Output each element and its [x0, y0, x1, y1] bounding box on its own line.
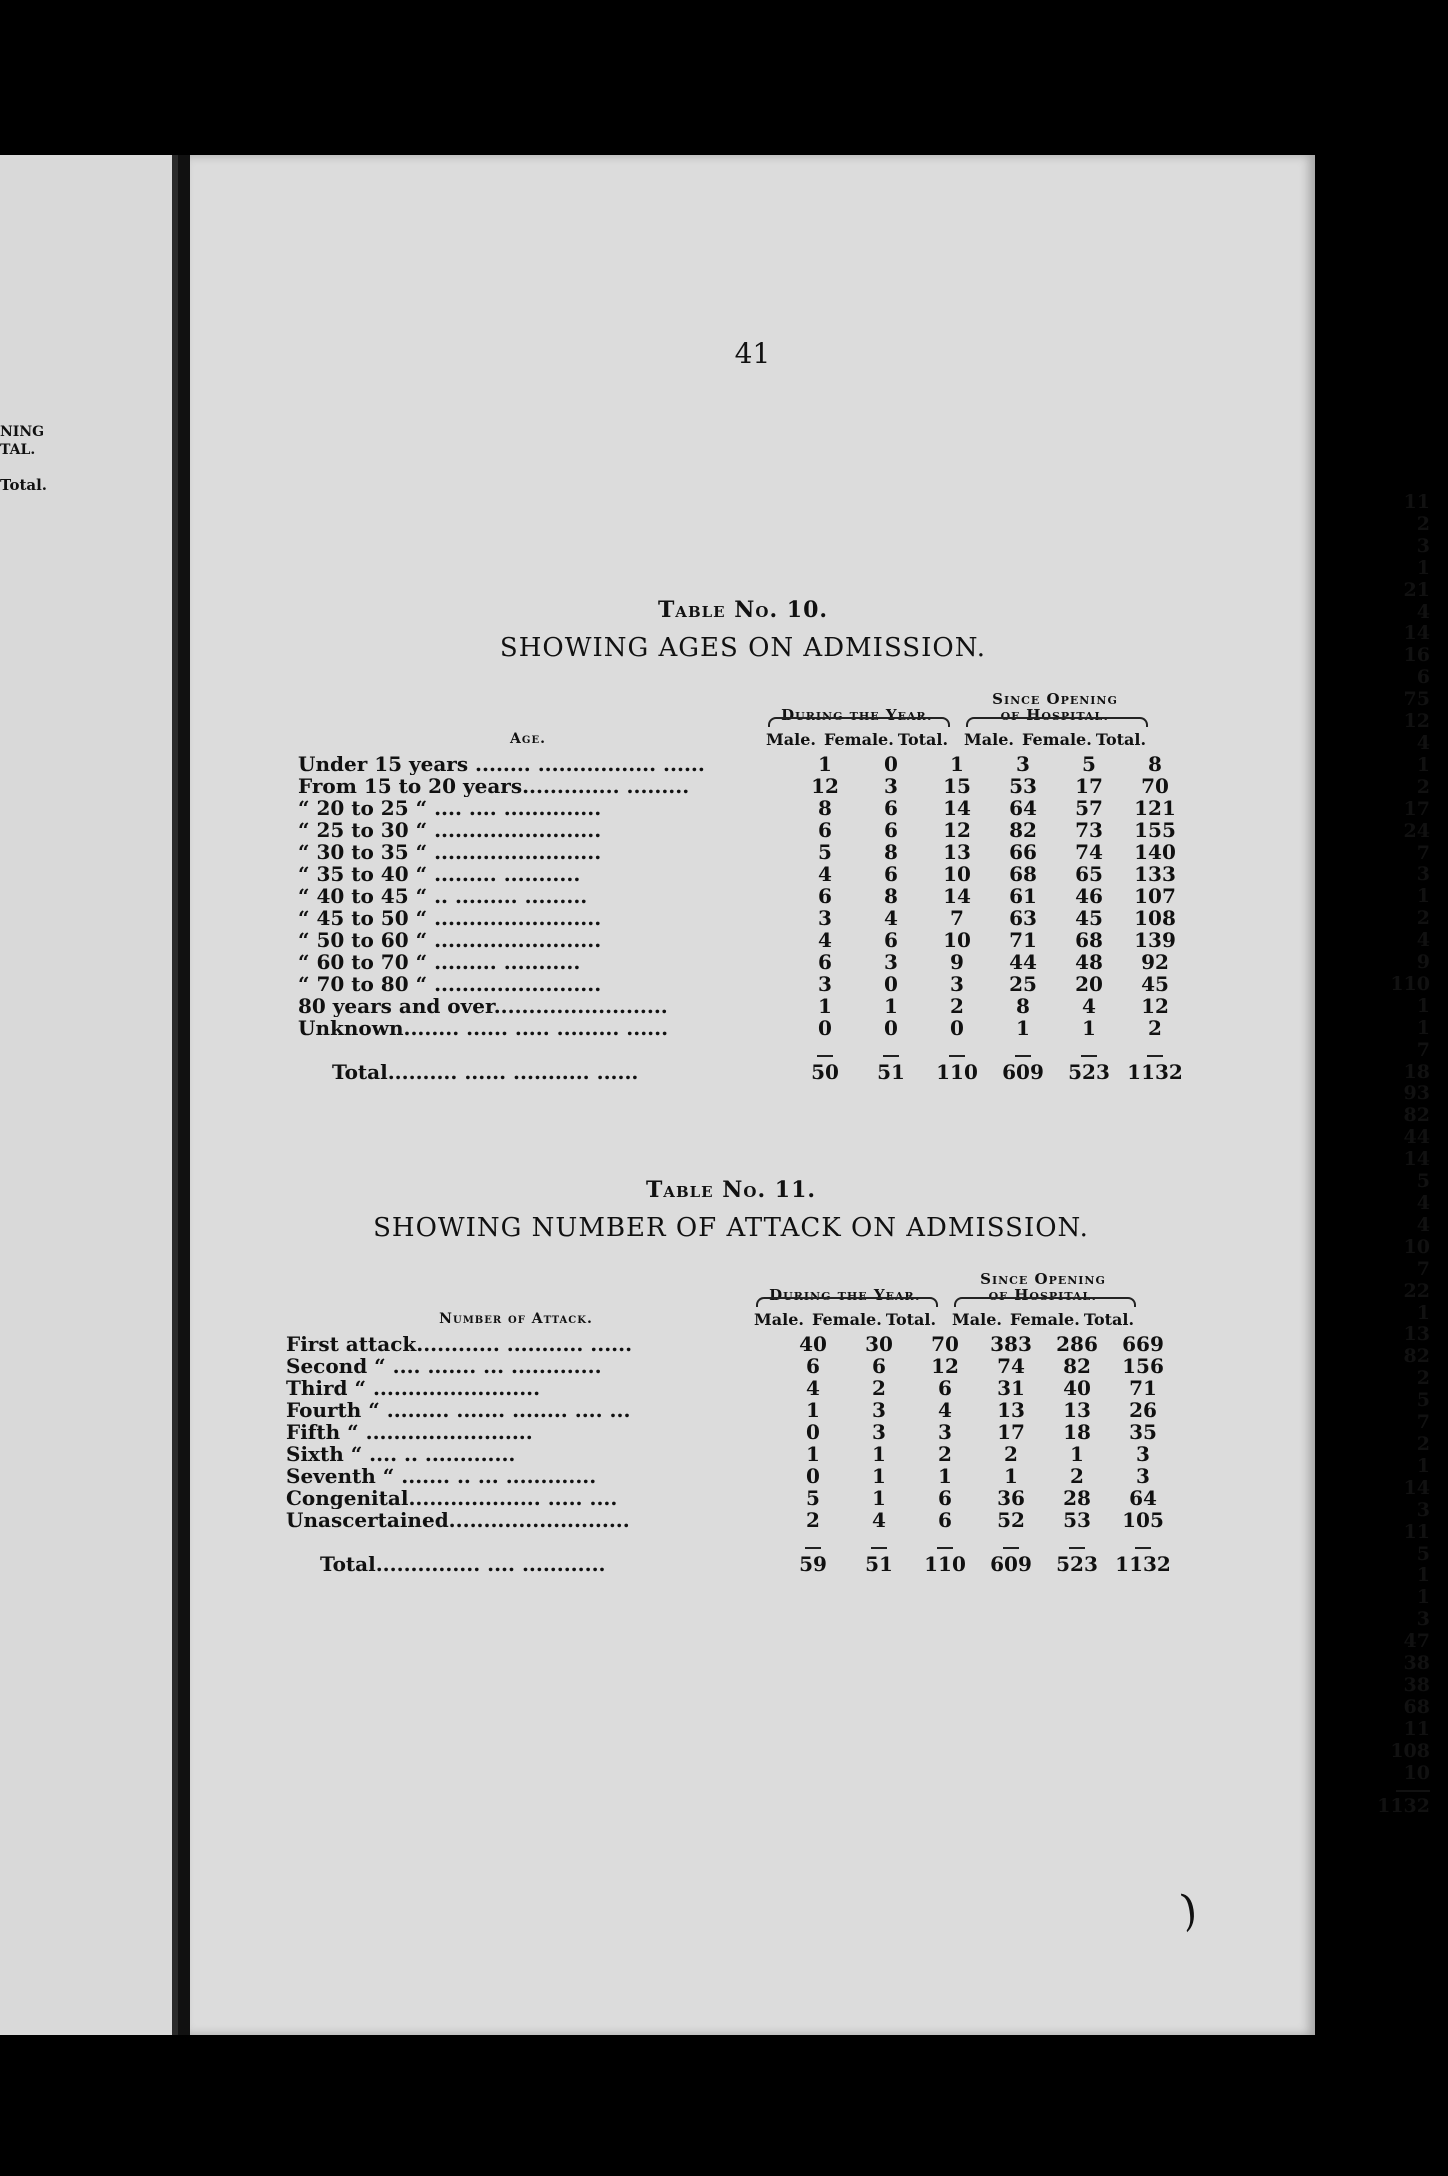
column-header: Total.	[885, 1310, 937, 1329]
left-page-heading	[0, 423, 44, 459]
left-page-value: 2	[1416, 512, 1430, 535]
table-cell: 14	[943, 796, 971, 820]
table-10-body	[298, 753, 1188, 1083]
table-cell: 26	[1129, 1398, 1157, 1422]
left-page-value: 4	[1416, 1213, 1430, 1236]
left-page-value: 5	[1416, 1170, 1430, 1193]
left-page-value: 1	[1416, 1454, 1430, 1477]
column-header: Total.	[1083, 1310, 1135, 1329]
table-cell: 5	[1082, 752, 1096, 776]
row-label: “ 70 to 80 “ ........................	[298, 973, 602, 995]
left-page-value: 82	[1403, 1345, 1430, 1368]
left-page-value: 93	[1403, 1082, 1430, 1105]
left-page-value: 2	[1416, 1367, 1430, 1390]
table-cell: 30	[865, 1332, 893, 1356]
left-page-value: 1	[1416, 753, 1430, 776]
table-row	[298, 819, 1188, 841]
table-10-first-column-header: Age.	[510, 731, 546, 747]
column-header: Male.	[952, 1310, 1002, 1329]
left-page-value: 38	[1403, 1673, 1430, 1696]
table-cell: 52	[997, 1508, 1025, 1532]
table-cell: 6	[938, 1486, 952, 1510]
left-page-value: 24	[1403, 819, 1430, 842]
left-page-value: 12	[1403, 710, 1430, 733]
table-cell: 12	[943, 818, 971, 842]
column-header: Female.	[824, 730, 894, 749]
total-rule-row	[298, 1039, 1188, 1061]
table-cell: 70	[1141, 774, 1169, 798]
table-cell: 1	[1070, 1442, 1084, 1466]
table-cell: 0	[806, 1464, 820, 1488]
table-10-label: Table No. 10.	[657, 597, 829, 623]
row-label: Fifth “ ........................	[286, 1421, 533, 1443]
left-page-value: 1	[1416, 994, 1430, 1017]
table-row	[298, 863, 1188, 885]
column-header: Female.	[812, 1310, 882, 1329]
table-row	[286, 1421, 1176, 1443]
table-row	[286, 1509, 1176, 1531]
left-page-value: 82	[1403, 1104, 1430, 1127]
table-11-title: SHOWING NUMBER OF ATTACK ON ADMISSION.	[373, 1213, 1089, 1243]
left-page-value: 3	[1416, 863, 1430, 886]
table-cell: 4	[1082, 994, 1096, 1018]
table-cell: 64	[1129, 1486, 1157, 1510]
table-cell: 8	[884, 840, 898, 864]
left-page-value: 7	[1416, 1257, 1430, 1280]
group-line: of Hospital.	[1000, 706, 1110, 724]
left-page-value: 11	[1403, 1520, 1430, 1543]
total-cell: 51	[865, 1552, 893, 1576]
table-cell: 8	[818, 796, 832, 820]
row-label: Fourth “ ......... ....... ........ .... ...	[286, 1399, 631, 1421]
table-cell: 3	[818, 906, 832, 930]
table-cell: 74	[1075, 840, 1103, 864]
table-10-brace	[966, 717, 1148, 727]
table-cell: 105	[1122, 1508, 1164, 1532]
table-cell: 121	[1134, 796, 1176, 820]
table-cell: 13	[1063, 1398, 1091, 1422]
left-page-value: 68	[1403, 1695, 1430, 1718]
table-cell: 9	[950, 950, 964, 974]
table-cell: 156	[1122, 1354, 1164, 1378]
table-cell: 0	[884, 972, 898, 996]
total-cell: 59	[799, 1552, 827, 1576]
table-cell: 6	[884, 796, 898, 820]
left-page-value: 1	[1416, 1586, 1430, 1609]
table-row	[286, 1443, 1176, 1465]
table-cell: 68	[1075, 928, 1103, 952]
left-page-value: 4	[1416, 600, 1430, 623]
table-cell: 4	[806, 1376, 820, 1400]
column-header: Total.	[1095, 730, 1147, 749]
row-label: “ 40 to 45 “ .. ......... .........	[298, 885, 588, 907]
table-cell: 71	[1009, 928, 1037, 952]
table-cell: 383	[990, 1332, 1032, 1356]
table-cell: 0	[884, 752, 898, 776]
left-page-value: 110	[1390, 972, 1430, 995]
left-page-value: 3	[1416, 1608, 1430, 1631]
left-page-value: 1	[1416, 1564, 1430, 1587]
table-row	[286, 1399, 1176, 1421]
row-label: Unascertained..........................	[286, 1509, 630, 1531]
table-cell: 2	[1070, 1464, 1084, 1488]
group-line: Since Opening	[980, 1270, 1106, 1288]
table-cell: 3	[1136, 1464, 1150, 1488]
table-cell: 108	[1134, 906, 1176, 930]
table-cell: 10	[943, 862, 971, 886]
table-11-brace	[954, 1297, 1136, 1307]
left-page-value: 5	[1416, 1389, 1430, 1412]
table-cell: 3	[884, 774, 898, 798]
left-page-value: 9	[1416, 951, 1430, 974]
left-page-value: 47	[1403, 1630, 1430, 1653]
table-cell: 2	[806, 1508, 820, 1532]
column-header: Male.	[766, 730, 816, 749]
total-cell: 523	[1068, 1060, 1110, 1084]
table-cell: 6	[884, 862, 898, 886]
left-page-total: 1132	[1377, 1795, 1430, 1818]
table-cell: 6	[818, 950, 832, 974]
left-page-value: 1	[1416, 885, 1430, 908]
row-label: “ 30 to 35 “ ........................	[298, 841, 602, 863]
left-page-value: 4	[1416, 929, 1430, 952]
table-cell: 1	[1016, 1016, 1030, 1040]
left-page-value: 3	[1416, 1498, 1430, 1521]
total-cell: 609	[1002, 1060, 1044, 1084]
total-cell: 50	[811, 1060, 839, 1084]
table-cell: 1	[872, 1486, 886, 1510]
table-cell: 0	[818, 1016, 832, 1040]
table-row	[298, 797, 1188, 819]
table-cell: 8	[1148, 752, 1162, 776]
table-row	[298, 841, 1188, 863]
left-page-fragment	[0, 155, 178, 2035]
table-row	[298, 753, 1188, 775]
table-cell: 1	[806, 1442, 820, 1466]
table-cell: 3	[884, 950, 898, 974]
table-cell: 5	[818, 840, 832, 864]
table-cell: 3	[818, 972, 832, 996]
row-label: Congenital................... ..... ....	[286, 1487, 618, 1509]
row-label: “ 60 to 70 “ ......... ...........	[298, 951, 581, 973]
table-cell: 6	[872, 1354, 886, 1378]
table-cell: 13	[943, 840, 971, 864]
table-cell: 64	[1009, 796, 1037, 820]
left-page-value: 38	[1403, 1652, 1430, 1675]
table-cell: 12	[1141, 994, 1169, 1018]
page-number: 41	[734, 337, 771, 370]
table-10-group-during-year: During the Year.	[781, 706, 933, 724]
table-cell: 0	[884, 1016, 898, 1040]
row-label: “ 50 to 60 “ ........................	[298, 929, 602, 951]
table-cell: 45	[1141, 972, 1169, 996]
row-label: “ 35 to 40 “ ......... ...........	[298, 863, 581, 885]
table-11-group-during-year: During the Year.	[769, 1286, 921, 1304]
left-heading-line: TAL.	[0, 442, 36, 458]
left-page-value: 21	[1403, 578, 1430, 601]
left-page-value: 75	[1403, 688, 1430, 711]
left-page-value: 22	[1403, 1279, 1430, 1302]
table-cell: 286	[1056, 1332, 1098, 1356]
left-page-value: 7	[1416, 1411, 1430, 1434]
left-page-total-column	[1377, 492, 1430, 1818]
table-cell: 73	[1075, 818, 1103, 842]
table-row	[286, 1377, 1176, 1399]
total-row	[286, 1553, 1176, 1575]
row-label: From 15 to 20 years.............. .........	[298, 775, 690, 797]
table-cell: 63	[1009, 906, 1037, 930]
table-cell: 13	[997, 1398, 1025, 1422]
table-cell: 133	[1134, 862, 1176, 886]
left-page-value: 11	[1403, 1717, 1430, 1740]
table-cell: 6	[818, 884, 832, 908]
table-cell: 1	[950, 752, 964, 776]
total-cell: 1132	[1115, 1552, 1171, 1576]
table-cell: 8	[884, 884, 898, 908]
table-cell: 61	[1009, 884, 1037, 908]
left-heading-line: NING	[0, 424, 45, 440]
table-cell: 20	[1075, 972, 1103, 996]
total-rule-row	[286, 1531, 1176, 1553]
table-row	[298, 907, 1188, 929]
left-page-subheading: Total.	[0, 476, 48, 494]
table-cell: 66	[1009, 840, 1037, 864]
table-cell: 140	[1134, 840, 1176, 864]
table-row	[286, 1487, 1176, 1509]
table-cell: 92	[1141, 950, 1169, 974]
row-label: Second “ .... ....... ... .............	[286, 1355, 602, 1377]
table-cell: 2	[938, 1442, 952, 1466]
left-page-value: 4	[1416, 731, 1430, 754]
left-page-value: 7	[1416, 1038, 1430, 1061]
page	[190, 155, 1315, 2035]
table-cell: 53	[1063, 1508, 1091, 1532]
left-page-value: 10	[1403, 1761, 1430, 1784]
left-page-value: 11	[1403, 491, 1430, 513]
table-11	[286, 1177, 1176, 1575]
table-row	[298, 885, 1188, 907]
left-page-value: 17	[1403, 797, 1430, 820]
table-cell: 6	[884, 928, 898, 952]
table-cell: 40	[799, 1332, 827, 1356]
table-cell: 5	[806, 1486, 820, 1510]
row-label: Sixth “ .... .. .............	[286, 1443, 516, 1465]
total-cell: 110	[936, 1060, 978, 1084]
table-cell: 31	[997, 1376, 1025, 1400]
table-cell: 18	[1063, 1420, 1091, 1444]
table-row	[286, 1333, 1176, 1355]
table-cell: 3	[938, 1420, 952, 1444]
left-page-total-rule	[1396, 1790, 1430, 1792]
table-11-brace	[756, 1297, 938, 1307]
column-header: Female.	[1022, 730, 1092, 749]
table-cell: 669	[1122, 1332, 1164, 1356]
row-label: “ 45 to 50 “ ........................	[298, 907, 602, 929]
table-cell: 6	[884, 818, 898, 842]
table-cell: 53	[1009, 774, 1037, 798]
group-line: of Hospital.	[988, 1286, 1098, 1304]
table-cell: 4	[818, 862, 832, 886]
table-row	[298, 973, 1188, 995]
row-label: Under 15 years ........ ................. ......	[298, 753, 705, 775]
table-cell: 2	[950, 994, 964, 1018]
table-cell: 70	[931, 1332, 959, 1356]
table-10	[298, 597, 1188, 1083]
table-cell: 3	[872, 1398, 886, 1422]
table-row	[298, 929, 1188, 951]
left-page-value: 1	[1416, 556, 1430, 579]
table-10-title: SHOWING AGES ON ADMISSION.	[499, 633, 987, 663]
left-page-value: 10	[1403, 1235, 1430, 1258]
table-cell: 4	[818, 928, 832, 952]
table-cell: 1	[806, 1398, 820, 1422]
table-cell: 68	[1009, 862, 1037, 886]
table-cell: 1	[1082, 1016, 1096, 1040]
row-label: 80 years and over.........................	[298, 995, 668, 1017]
table-cell: 0	[950, 1016, 964, 1040]
table-10-header	[298, 679, 1188, 753]
left-page-value: 5	[1416, 1542, 1430, 1565]
table-cell: 1	[1004, 1464, 1018, 1488]
table-cell: 6	[818, 818, 832, 842]
table-cell: 35	[1129, 1420, 1157, 1444]
table-cell: 57	[1075, 796, 1103, 820]
left-page-value: 2	[1416, 1432, 1430, 1455]
table-cell: 4	[884, 906, 898, 930]
group-line: Since Opening	[992, 690, 1118, 708]
table-11-first-column-header: Number of Attack.	[439, 1311, 593, 1327]
table-cell: 44	[1009, 950, 1037, 974]
left-page-value: 6	[1416, 666, 1430, 689]
table-cell: 82	[1063, 1354, 1091, 1378]
left-page-value: 18	[1403, 1060, 1430, 1083]
row-label: Third “ ........................	[286, 1377, 541, 1399]
total-cell: 1132	[1127, 1060, 1183, 1084]
table-cell: 10	[943, 928, 971, 952]
table-cell: 6	[806, 1354, 820, 1378]
left-page-value: 1	[1416, 1301, 1430, 1324]
table-cell: 12	[931, 1354, 959, 1378]
table-row	[298, 1017, 1188, 1039]
table-cell: 36	[997, 1486, 1025, 1510]
table-cell: 40	[1063, 1376, 1091, 1400]
table-cell: 1	[818, 994, 832, 1018]
table-cell: 3	[872, 1420, 886, 1444]
table-cell: 107	[1134, 884, 1176, 908]
table-cell: 8	[1016, 994, 1030, 1018]
left-page-value: 14	[1403, 1476, 1430, 1499]
row-label: “ 25 to 30 “ ........................	[298, 819, 602, 841]
left-page-value: 7	[1416, 841, 1430, 864]
left-page-value: 4	[1416, 1192, 1430, 1214]
row-label: First attack............ ........... ......	[286, 1333, 633, 1355]
total-label: Total.......... ...... ........... ......	[332, 1061, 639, 1083]
left-page-value: 14	[1403, 1148, 1430, 1171]
left-page-value: 44	[1403, 1126, 1430, 1149]
table-cell: 15	[943, 774, 971, 798]
left-page-value: 16	[1403, 644, 1430, 667]
total-cell: 110	[924, 1552, 966, 1576]
table-cell: 0	[806, 1420, 820, 1444]
table-row	[298, 775, 1188, 797]
table-cell: 46	[1075, 884, 1103, 908]
table-cell: 3	[1136, 1442, 1150, 1466]
table-row	[286, 1465, 1176, 1487]
table-cell: 12	[811, 774, 839, 798]
left-page-value: 2	[1416, 907, 1430, 930]
table-row	[298, 995, 1188, 1017]
column-header: Total.	[897, 730, 949, 749]
table-cell: 2	[872, 1376, 886, 1400]
table-cell: 3	[1016, 752, 1030, 776]
table-cell: 6	[938, 1376, 952, 1400]
table-row	[286, 1355, 1176, 1377]
table-11-header	[286, 1259, 1176, 1333]
total-cell: 609	[990, 1552, 1032, 1576]
table-cell: 1	[938, 1464, 952, 1488]
table-11-body	[286, 1333, 1176, 1575]
table-row	[298, 951, 1188, 973]
row-label: Unknown........ ...... ..... ......... ......	[298, 1017, 669, 1039]
left-page-value: 3	[1416, 534, 1430, 557]
left-page-value: 14	[1403, 622, 1430, 645]
table-cell: 14	[943, 884, 971, 908]
table-cell: 74	[997, 1354, 1025, 1378]
handwritten-mark: )	[1172, 1883, 1205, 1936]
total-row	[298, 1061, 1188, 1083]
left-page-value: 1	[1416, 1016, 1430, 1039]
column-header: Female.	[1010, 1310, 1080, 1329]
row-label: “ 20 to 25 “ .... .... ..............	[298, 797, 602, 819]
table-cell: 139	[1134, 928, 1176, 952]
table-cell: 1	[872, 1464, 886, 1488]
table-cell: 48	[1075, 950, 1103, 974]
column-header: Male.	[964, 730, 1014, 749]
table-cell: 4	[872, 1508, 886, 1532]
total-cell: 523	[1056, 1552, 1098, 1576]
table-cell: 1	[818, 752, 832, 776]
table-11-label: Table No. 11.	[645, 1177, 817, 1203]
left-page-value: 108	[1390, 1739, 1430, 1762]
table-cell: 82	[1009, 818, 1037, 842]
table-cell: 1	[872, 1442, 886, 1466]
total-label: Total............... .... ............	[320, 1553, 606, 1575]
row-label: Seventh “ ....... .. ... .............	[286, 1465, 597, 1487]
table-cell: 17	[997, 1420, 1025, 1444]
table-cell: 17	[1075, 774, 1103, 798]
table-cell: 45	[1075, 906, 1103, 930]
table-cell: 6	[938, 1508, 952, 1532]
table-cell: 7	[950, 906, 964, 930]
column-header: Male.	[754, 1310, 804, 1329]
left-page-value: 13	[1403, 1323, 1430, 1346]
table-cell: 65	[1075, 862, 1103, 886]
table-cell: 2	[1148, 1016, 1162, 1040]
left-page-value: 2	[1416, 775, 1430, 798]
table-cell: 28	[1063, 1486, 1091, 1510]
table-cell: 4	[938, 1398, 952, 1422]
table-10-brace	[768, 717, 950, 727]
table-cell: 25	[1009, 972, 1037, 996]
page-gutter	[178, 155, 190, 2035]
table-cell: 2	[1004, 1442, 1018, 1466]
total-cell: 51	[877, 1060, 905, 1084]
table-cell: 71	[1129, 1376, 1157, 1400]
table-cell: 3	[950, 972, 964, 996]
table-cell: 155	[1134, 818, 1176, 842]
table-cell: 1	[884, 994, 898, 1018]
